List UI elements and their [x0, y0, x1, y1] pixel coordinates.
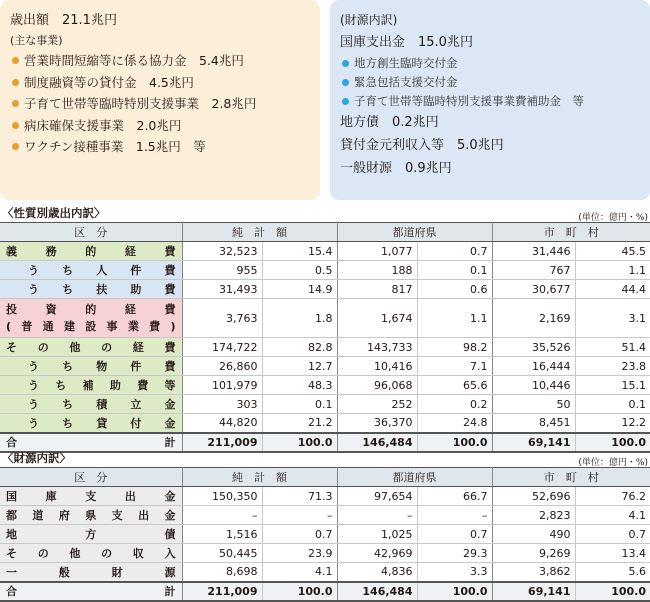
- row-label: 国庫支出金: [0, 487, 182, 506]
- expenditure-table: [0, 222, 650, 453]
- grant-item: 地方創生臨時交付金: [340, 54, 650, 73]
- table-row: [0, 242, 650, 261]
- table-cell: 9,269: [492, 544, 575, 563]
- table-cell: 100.0: [417, 582, 492, 601]
- table-cell: 14.9: [262, 280, 337, 299]
- table-cell: 97,654: [337, 487, 417, 506]
- table-cell: 303: [182, 395, 262, 414]
- row-label: その他の経費: [0, 338, 182, 357]
- bullet-icon: [342, 60, 349, 67]
- table-cell: 65.6: [417, 376, 492, 395]
- table-cell: –: [182, 506, 262, 525]
- row-label: うち扶助費: [0, 280, 182, 299]
- general-revenue-line: 一般財源 0.9兆円: [340, 161, 452, 176]
- total-row: [0, 433, 650, 452]
- table-cell: 44,820: [182, 414, 262, 433]
- table-cell: 767: [492, 261, 575, 280]
- table-cell: 150,350: [182, 487, 262, 506]
- row-label: 義務的経費: [0, 242, 182, 261]
- row-label: うち物件費: [0, 357, 182, 376]
- table-cell: 188: [337, 261, 417, 280]
- row-label: 一般財源: [0, 563, 182, 582]
- table2-title: 〈財源内訳〉: [2, 451, 71, 465]
- table-cell: 490: [492, 525, 575, 544]
- table-cell: 44.4: [575, 280, 650, 299]
- table-cell: 21.2: [262, 414, 337, 433]
- table-cell: 146,484: [337, 582, 417, 601]
- table-cell: 71.3: [262, 487, 337, 506]
- table-cell: 32,523: [182, 242, 262, 261]
- table-cell: 100.0: [417, 433, 492, 452]
- table-row: [0, 338, 650, 357]
- project-item: 制度融資等の貸付金 4.5兆円: [10, 72, 320, 94]
- table-cell: 100.0: [262, 433, 337, 452]
- bullet-icon: [12, 100, 19, 107]
- project-item: 子育て世帯等臨時特別支援事業 2.8兆円: [10, 93, 320, 115]
- table-cell: 100.0: [575, 582, 650, 601]
- row-label: 都道府県支出金: [0, 506, 182, 525]
- header-net-total: 純 計 額: [182, 223, 337, 242]
- revenue-table: [0, 467, 650, 602]
- header-municipalities: 市 町 村: [492, 468, 650, 487]
- table-cell: 35,526: [492, 338, 575, 357]
- table-cell: 24.8: [417, 414, 492, 433]
- expenditure-total: 歳出額 21.1兆円: [10, 13, 117, 28]
- table-row: [0, 563, 650, 582]
- table-cell: 0.1: [262, 395, 337, 414]
- table1-title: 〈性質別歳出内訳〉: [2, 206, 106, 220]
- table-cell: 0.7: [417, 525, 492, 544]
- row-label: 合計: [0, 433, 182, 452]
- table-cell: 2,823: [492, 506, 575, 525]
- table-cell: 143,733: [337, 338, 417, 357]
- table-row: [0, 261, 650, 280]
- table-cell: 0.6: [417, 280, 492, 299]
- table-cell: 29.3: [417, 544, 492, 563]
- table-cell: 1.8: [262, 299, 337, 338]
- table-row: 投資的経費 (普通建設事業費) 3,763 1.8 1,674 1.1 2,169 3.1: [0, 299, 650, 338]
- project-item: 営業時間短縮等に係る協力金 5.4兆円: [10, 50, 320, 72]
- table-cell: 15.1: [575, 376, 650, 395]
- table-cell: –: [337, 506, 417, 525]
- table-cell: 252: [337, 395, 417, 414]
- table-cell: 76.2: [575, 487, 650, 506]
- table-cell: 8,698: [182, 563, 262, 582]
- table-cell: 23.9: [262, 544, 337, 563]
- bullet-icon: [12, 122, 19, 129]
- table-cell: 3,763: [182, 299, 262, 338]
- table-row: [0, 525, 650, 544]
- project-item: 病床確保支援事業 2.0兆円: [10, 115, 320, 137]
- table-cell: 31,446: [492, 242, 575, 261]
- table-row: [0, 487, 650, 506]
- header-category: 区 分: [0, 468, 182, 487]
- project-item: ワクチン接種事業 1.5兆円 等: [10, 136, 320, 158]
- row-label: うち積立金: [0, 395, 182, 414]
- table-cell: 51.4: [575, 338, 650, 357]
- loan-repayment-line: 貸付金元利収入等 5.0兆円: [340, 138, 504, 153]
- table-cell: 3.3: [417, 563, 492, 582]
- row-label: その他の収入: [0, 544, 182, 563]
- table-cell: 23.8: [575, 357, 650, 376]
- table-cell: 4.1: [262, 563, 337, 582]
- table-cell: 8,451: [492, 414, 575, 433]
- table-cell: 4.1: [575, 506, 650, 525]
- table-cell: 1,077: [337, 242, 417, 261]
- table-cell: 146,484: [337, 433, 417, 452]
- table-cell: 12.2: [575, 414, 650, 433]
- table-cell: 1.1: [417, 299, 492, 338]
- table2-unit: (単位：億円・%): [578, 458, 648, 468]
- table-cell: 100.0: [575, 433, 650, 452]
- table-cell: 0.1: [417, 261, 492, 280]
- bullet-icon: [342, 98, 349, 105]
- main-projects-subtitle: (主な事業): [10, 34, 63, 47]
- table-cell: 211,009: [182, 582, 262, 601]
- expenditure-summary-box: [0, 0, 320, 200]
- table-cell: 69,141: [492, 582, 575, 601]
- table-cell: 174,722: [182, 338, 262, 357]
- table-cell: 26,860: [182, 357, 262, 376]
- table-cell: 96,068: [337, 376, 417, 395]
- table-cell: 100.0: [262, 582, 337, 601]
- header-prefectures: 都道府県: [337, 223, 492, 242]
- table-cell: 0.5: [262, 261, 337, 280]
- table-cell: 1,674: [337, 299, 417, 338]
- table-cell: 3,862: [492, 563, 575, 582]
- table-row: [0, 506, 650, 525]
- table-cell: –: [262, 506, 337, 525]
- table-cell: 13.4: [575, 544, 650, 563]
- table-cell: 50: [492, 395, 575, 414]
- header-municipalities: 市 町 村: [492, 223, 650, 242]
- table-cell: 101,979: [182, 376, 262, 395]
- table-cell: 10,416: [337, 357, 417, 376]
- table-cell: 69,141: [492, 433, 575, 452]
- table-row: [0, 280, 650, 299]
- table-cell: 16,444: [492, 357, 575, 376]
- row-label: うち貸付金: [0, 414, 182, 433]
- table-cell: 42,969: [337, 544, 417, 563]
- row-label: うち補助費等: [0, 376, 182, 395]
- table-cell: 0.7: [262, 525, 337, 544]
- header-category: 区 分: [0, 223, 182, 242]
- table-row: [0, 376, 650, 395]
- table-cell: 66.7: [417, 487, 492, 506]
- table-cell: 30,677: [492, 280, 575, 299]
- table-cell: 955: [182, 261, 262, 280]
- table-cell: 1.1: [575, 261, 650, 280]
- table-row: [0, 544, 650, 563]
- table-cell: 36,370: [337, 414, 417, 433]
- table-cell: 10,446: [492, 376, 575, 395]
- table-cell: 5.6: [575, 563, 650, 582]
- bullet-icon: [342, 79, 349, 86]
- table-cell: 82.8: [262, 338, 337, 357]
- table-row: [0, 357, 650, 376]
- table-cell: 1,516: [182, 525, 262, 544]
- table-cell: 817: [337, 280, 417, 299]
- table-cell: 7.1: [417, 357, 492, 376]
- table-row: [0, 395, 650, 414]
- table-cell: 98.2: [417, 338, 492, 357]
- table-header-row: [0, 223, 650, 242]
- table-row: [0, 414, 650, 433]
- national-treasury-line: 国庫支出金 15.0兆円: [340, 35, 473, 50]
- table-header-row: [0, 468, 650, 487]
- header-prefectures: 都道府県: [337, 468, 492, 487]
- table-cell: 15.4: [262, 242, 337, 261]
- table1-unit: (単位：億円・%): [578, 213, 648, 223]
- table-cell: 31,493: [182, 280, 262, 299]
- local-bonds-line: 地方債 0.2兆円: [340, 115, 439, 130]
- row-label: 合計: [0, 582, 182, 601]
- table-cell: 0.2: [417, 395, 492, 414]
- table-cell: 0.7: [575, 525, 650, 544]
- bullet-icon: [12, 79, 19, 86]
- table-cell: 0.1: [575, 395, 650, 414]
- row-label: 地方債: [0, 525, 182, 544]
- table-cell: 4,836: [337, 563, 417, 582]
- table-cell: 50,445: [182, 544, 262, 563]
- revenue-breakdown-title: (財源内訳): [340, 13, 398, 27]
- revenue-summary-box: [330, 0, 650, 200]
- bullet-icon: [12, 143, 19, 150]
- header-net-total: 純 計 額: [182, 468, 337, 487]
- table-cell: 52,696: [492, 487, 575, 506]
- table-cell: 0.7: [417, 242, 492, 261]
- table-cell: 211,009: [182, 433, 262, 452]
- table-cell: 3.1: [575, 299, 650, 338]
- grant-item: 緊急包括支援交付金: [340, 73, 650, 92]
- table-cell: 45.5: [575, 242, 650, 261]
- table-cell: 2,169: [492, 299, 575, 338]
- table-cell: 1,025: [337, 525, 417, 544]
- table-cell: 12.7: [262, 357, 337, 376]
- total-row: [0, 582, 650, 601]
- table-cell: 48.3: [262, 376, 337, 395]
- grant-item: 子育て世帯等臨時特別支援事業費補助金 等: [340, 92, 650, 111]
- row-label: うち人件費: [0, 261, 182, 280]
- bullet-icon: [12, 57, 19, 64]
- table-cell: –: [417, 506, 492, 525]
